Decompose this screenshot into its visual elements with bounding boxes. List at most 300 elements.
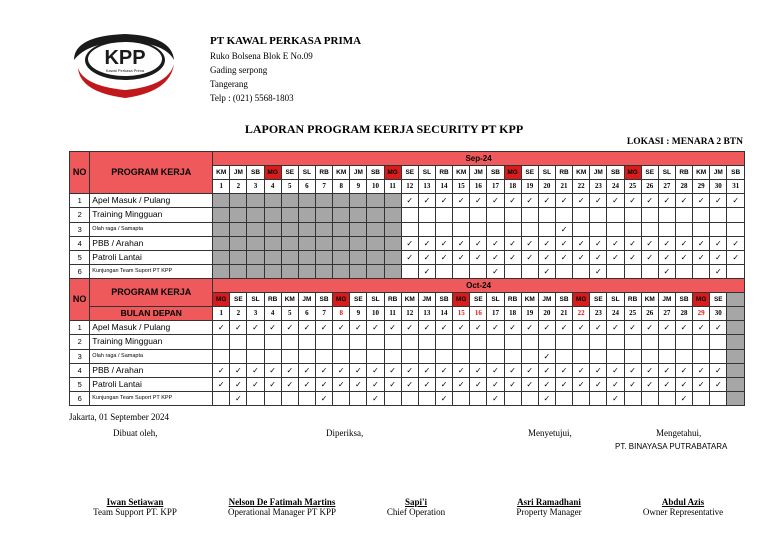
day-name: SB (367, 166, 384, 180)
check-cell (590, 208, 607, 222)
inactive-cell (350, 208, 367, 222)
date-cell: 20 (538, 307, 555, 321)
day-name: KM (693, 166, 710, 180)
day-name: KM (641, 293, 658, 307)
check-cell (590, 335, 607, 349)
check-cell (298, 349, 315, 363)
inactive-cell (333, 222, 350, 236)
inactive-cell (281, 222, 298, 236)
logo-text: KPP (104, 47, 146, 69)
activity-name: Training Mingguan (90, 208, 213, 222)
check-cell: ✓ (470, 363, 487, 377)
activity-name: Olah raga / Samapta (90, 222, 213, 236)
check-cell: ✓ (453, 321, 470, 335)
inactive-cell (727, 391, 745, 405)
date-cell: 16 (470, 307, 487, 321)
check-cell: ✓ (590, 264, 607, 278)
inactive-cell (298, 194, 315, 208)
check-cell (538, 335, 555, 349)
check-cell (658, 208, 675, 222)
activity-number: 1 (70, 194, 90, 208)
date-cell: 19 (521, 180, 538, 194)
check-cell (573, 264, 590, 278)
check-cell: ✓ (555, 377, 572, 391)
check-cell: ✓ (624, 250, 641, 264)
report-date: Jakarta, 01 September 2024 (69, 412, 169, 422)
check-cell: ✓ (281, 377, 298, 391)
inactive-cell (213, 208, 230, 222)
inactive-cell (384, 250, 401, 264)
check-cell (641, 391, 658, 405)
table-row (70, 278, 745, 292)
check-cell: ✓ (453, 250, 470, 264)
approver-company: PT. BINAYASA PUTRABATARA (615, 442, 728, 451)
inactive-cell (230, 194, 247, 208)
check-cell: ✓ (675, 236, 692, 250)
check-cell: ✓ (641, 363, 658, 377)
day-name: MG (213, 293, 230, 307)
date-cell: 7 (316, 307, 333, 321)
inactive-cell (247, 222, 264, 236)
check-cell: ✓ (418, 236, 435, 250)
day-name: SB (727, 166, 745, 180)
inactive-cell (350, 264, 367, 278)
check-cell: ✓ (710, 363, 727, 377)
date-cell: 13 (418, 180, 435, 194)
check-cell: ✓ (401, 194, 418, 208)
check-cell (727, 264, 745, 278)
check-cell: ✓ (418, 363, 435, 377)
day-name: SL (367, 293, 384, 307)
activity-number: 5 (70, 377, 90, 391)
signer-name: Abdul Azis (661, 497, 705, 507)
activity-name: Apel Masuk / Pulang (90, 321, 213, 335)
check-cell: ✓ (418, 264, 435, 278)
inactive-cell (213, 250, 230, 264)
check-cell (350, 391, 367, 405)
date-cell: 2 (230, 307, 247, 321)
menyetujui-label: Menyetujui, (528, 428, 572, 438)
day-name: SE (401, 166, 418, 180)
date-cell: 21 (555, 180, 572, 194)
check-cell: ✓ (401, 250, 418, 264)
activity-number: 2 (70, 335, 90, 349)
check-cell (453, 391, 470, 405)
date-cell: 30 (710, 180, 727, 194)
inactive-cell (213, 264, 230, 278)
check-cell (710, 349, 727, 363)
inactive-cell (333, 194, 350, 208)
check-cell: ✓ (470, 250, 487, 264)
inactive-cell (298, 208, 315, 222)
check-cell: ✓ (435, 377, 452, 391)
check-cell (641, 335, 658, 349)
check-cell (401, 208, 418, 222)
check-cell (230, 349, 247, 363)
day-name: RB (675, 166, 692, 180)
check-cell: ✓ (607, 363, 624, 377)
check-cell: ✓ (590, 363, 607, 377)
check-cell: ✓ (384, 363, 401, 377)
check-cell (453, 208, 470, 222)
activity-name: Olah raga / Samapta (90, 349, 213, 363)
day-name: JM (658, 293, 675, 307)
day-name: SE (470, 293, 487, 307)
check-cell: ✓ (504, 321, 521, 335)
inactive-cell (281, 194, 298, 208)
check-cell: ✓ (538, 250, 555, 264)
check-cell (487, 335, 504, 349)
check-cell: ✓ (487, 264, 504, 278)
inactive-cell (367, 208, 384, 222)
day-name: MG (453, 293, 470, 307)
check-cell (401, 222, 418, 236)
check-cell (555, 208, 572, 222)
check-cell (281, 335, 298, 349)
check-cell: ✓ (675, 321, 692, 335)
day-name: RB (435, 166, 452, 180)
check-cell: ✓ (538, 194, 555, 208)
day-name: SE (230, 293, 247, 307)
check-cell: ✓ (316, 321, 333, 335)
inactive-cell (230, 208, 247, 222)
inactive-cell (367, 250, 384, 264)
day-name: SE (350, 293, 367, 307)
check-cell: ✓ (658, 194, 675, 208)
check-cell: ✓ (401, 377, 418, 391)
check-cell: ✓ (401, 363, 418, 377)
inactive-cell (264, 250, 281, 264)
inactive-cell (298, 264, 315, 278)
inactive-cell (264, 236, 281, 250)
day-name: SL (247, 293, 264, 307)
check-cell (675, 335, 692, 349)
check-cell (555, 349, 572, 363)
day-name: SB (607, 166, 624, 180)
program-header: PROGRAM KERJA (90, 152, 213, 194)
check-cell: ✓ (693, 363, 710, 377)
check-cell (504, 349, 521, 363)
date-cell: 24 (607, 180, 624, 194)
check-cell (298, 391, 315, 405)
check-cell (418, 391, 435, 405)
check-cell (213, 391, 230, 405)
check-cell: ✓ (367, 363, 384, 377)
check-cell: ✓ (470, 236, 487, 250)
check-cell: ✓ (435, 321, 452, 335)
check-cell: ✓ (573, 194, 590, 208)
check-cell: ✓ (264, 321, 281, 335)
inactive-cell (316, 208, 333, 222)
check-cell (401, 335, 418, 349)
date-cell: 29 (693, 180, 710, 194)
check-cell (607, 264, 624, 278)
check-cell (264, 391, 281, 405)
check-cell (470, 222, 487, 236)
check-cell (693, 208, 710, 222)
date-cell: 25 (624, 307, 641, 321)
inactive-cell (230, 236, 247, 250)
day-name: MG (504, 166, 521, 180)
check-cell: ✓ (607, 321, 624, 335)
inactive-cell (281, 250, 298, 264)
check-cell (504, 264, 521, 278)
check-cell: ✓ (213, 377, 230, 391)
check-cell (504, 391, 521, 405)
check-cell: ✓ (504, 236, 521, 250)
check-cell: ✓ (470, 194, 487, 208)
check-cell: ✓ (247, 363, 264, 377)
check-cell: ✓ (264, 377, 281, 391)
check-cell (521, 391, 538, 405)
check-cell: ✓ (521, 250, 538, 264)
day-name: JM (538, 293, 555, 307)
check-cell (607, 349, 624, 363)
inactive-cell (281, 208, 298, 222)
inactive-cell (384, 222, 401, 236)
check-cell (230, 335, 247, 349)
table-row (70, 349, 745, 363)
day-name: SE (281, 166, 298, 180)
check-cell (470, 391, 487, 405)
check-cell: ✓ (675, 363, 692, 377)
day-name: SL (538, 166, 555, 180)
date-cell: 3 (247, 307, 264, 321)
check-cell: ✓ (555, 222, 572, 236)
date-cell: 28 (675, 307, 692, 321)
company-name: PT KAWAL PERKASA PRIMA (210, 35, 362, 47)
check-cell: ✓ (230, 391, 247, 405)
check-cell: ✓ (521, 194, 538, 208)
date-cell: 17 (487, 307, 504, 321)
check-cell (658, 335, 675, 349)
check-cell: ✓ (693, 321, 710, 335)
date-cell: 6 (298, 307, 315, 321)
check-cell: ✓ (487, 321, 504, 335)
day-name: RB (504, 293, 521, 307)
check-cell: ✓ (710, 194, 727, 208)
check-cell: ✓ (607, 236, 624, 250)
check-cell: ✓ (401, 321, 418, 335)
check-cell: ✓ (658, 377, 675, 391)
inactive-cell (367, 194, 384, 208)
day-name: SL (298, 166, 315, 180)
day-name: SB (247, 166, 264, 180)
check-cell (521, 222, 538, 236)
check-cell: ✓ (504, 194, 521, 208)
check-cell (333, 335, 350, 349)
date-cell: 18 (504, 307, 521, 321)
check-cell (504, 208, 521, 222)
check-cell: ✓ (624, 377, 641, 391)
signer-role: Team Support PT. KPP (93, 507, 177, 517)
table-row (70, 194, 745, 208)
date-cell: 14 (435, 307, 452, 321)
activity-name: Kunjungan Team Suport PT KPP (90, 391, 213, 405)
activity-name: Kunjungan Team Suport PT KPP (90, 264, 213, 278)
check-cell: ✓ (573, 250, 590, 264)
check-cell (573, 335, 590, 349)
check-cell: ✓ (384, 377, 401, 391)
check-cell: ✓ (298, 377, 315, 391)
day-name: SB (675, 293, 692, 307)
day-name: JM (470, 166, 487, 180)
activity-number: 4 (70, 363, 90, 377)
check-cell: ✓ (333, 321, 350, 335)
inactive-cell (230, 250, 247, 264)
date-cell: 9 (350, 180, 367, 194)
check-cell (658, 391, 675, 405)
check-cell (727, 222, 745, 236)
date-cell: 23 (590, 180, 607, 194)
day-name: SL (607, 293, 624, 307)
date-cell: 27 (658, 307, 675, 321)
check-cell (521, 208, 538, 222)
check-cell (658, 222, 675, 236)
signer-role: Chief Operation (386, 507, 446, 517)
activity-number: 6 (70, 264, 90, 278)
program-header: PROGRAM KERJA (90, 278, 213, 306)
kpp-logo (70, 30, 180, 100)
check-cell (624, 208, 641, 222)
inactive-cell (727, 307, 745, 321)
day-name: SE (641, 166, 658, 180)
date-cell: 5 (281, 307, 298, 321)
activity-number: 3 (70, 222, 90, 236)
check-cell (384, 349, 401, 363)
day-name: KM (213, 166, 230, 180)
date-cell: 2 (230, 180, 247, 194)
inactive-cell (727, 349, 745, 363)
check-cell: ✓ (521, 377, 538, 391)
inactive-cell (350, 194, 367, 208)
check-cell: ✓ (316, 363, 333, 377)
check-cell: ✓ (504, 250, 521, 264)
check-cell (247, 391, 264, 405)
day-name: JM (298, 293, 315, 307)
check-cell: ✓ (298, 321, 315, 335)
inactive-cell (247, 194, 264, 208)
address-line: Ruko Bolsena Blok E No.09 (210, 51, 313, 61)
day-name: SE (590, 293, 607, 307)
activity-name: PBB / Arahan (90, 236, 213, 250)
check-cell: ✓ (624, 236, 641, 250)
activity-number: 1 (70, 321, 90, 335)
day-name: JM (710, 166, 727, 180)
phone: Telp : (021) 5568-1803 (210, 93, 294, 103)
signer-name: Sapi'i (404, 497, 427, 507)
check-cell (435, 264, 452, 278)
check-cell: ✓ (418, 250, 435, 264)
check-cell: ✓ (487, 391, 504, 405)
dibuat-label: Dibuat oleh, (113, 428, 158, 438)
check-cell: ✓ (573, 321, 590, 335)
check-cell (573, 222, 590, 236)
day-name: RB (264, 293, 281, 307)
inactive-cell (384, 236, 401, 250)
check-cell (710, 391, 727, 405)
check-cell (213, 349, 230, 363)
inactive-cell (727, 293, 745, 307)
check-cell (435, 335, 452, 349)
day-name: MG (333, 293, 350, 307)
check-cell: ✓ (281, 321, 298, 335)
table-row (70, 377, 745, 391)
check-cell: ✓ (538, 391, 555, 405)
check-cell (555, 391, 572, 405)
signer-role: Property Manager (516, 507, 582, 517)
check-cell: ✓ (555, 363, 572, 377)
date-cell: 1 (213, 307, 230, 321)
check-cell: ✓ (607, 377, 624, 391)
activity-number: 4 (70, 236, 90, 250)
inactive-cell (350, 250, 367, 264)
check-cell: ✓ (693, 194, 710, 208)
check-cell: ✓ (727, 236, 745, 250)
date-cell: 6 (298, 180, 315, 194)
date-cell: 18 (504, 180, 521, 194)
check-cell: ✓ (350, 377, 367, 391)
check-cell (333, 349, 350, 363)
no-header: NO (70, 278, 90, 320)
day-name: RB (555, 166, 572, 180)
check-cell: ✓ (435, 250, 452, 264)
date-cell: 12 (401, 307, 418, 321)
check-cell: ✓ (538, 236, 555, 250)
table-row (70, 391, 745, 405)
check-cell (264, 335, 281, 349)
inactive-cell (298, 250, 315, 264)
check-cell (538, 208, 555, 222)
day-name: JM (590, 166, 607, 180)
check-cell (418, 349, 435, 363)
check-cell: ✓ (573, 363, 590, 377)
table-row (70, 236, 745, 250)
work-program-table (69, 151, 745, 406)
check-cell: ✓ (641, 250, 658, 264)
check-cell (401, 264, 418, 278)
check-cell: ✓ (710, 250, 727, 264)
check-cell: ✓ (418, 321, 435, 335)
inactive-cell (247, 236, 264, 250)
check-cell: ✓ (555, 194, 572, 208)
inactive-cell (298, 222, 315, 236)
check-cell (641, 264, 658, 278)
day-name: SB (316, 293, 333, 307)
date-cell: 20 (538, 180, 555, 194)
check-cell (401, 349, 418, 363)
day-name: JM (418, 293, 435, 307)
check-cell (624, 349, 641, 363)
check-cell: ✓ (555, 236, 572, 250)
check-cell: ✓ (590, 236, 607, 250)
check-cell (418, 335, 435, 349)
check-cell: ✓ (435, 236, 452, 250)
check-cell: ✓ (298, 363, 315, 377)
date-cell: 15 (453, 180, 470, 194)
check-cell: ✓ (487, 236, 504, 250)
date-cell: 1 (213, 180, 230, 194)
inactive-cell (247, 250, 264, 264)
inactive-cell (333, 250, 350, 264)
check-cell: ✓ (453, 194, 470, 208)
check-cell (607, 222, 624, 236)
check-cell (487, 208, 504, 222)
check-cell: ✓ (453, 236, 470, 250)
check-cell (521, 335, 538, 349)
check-cell: ✓ (590, 194, 607, 208)
check-cell (350, 349, 367, 363)
